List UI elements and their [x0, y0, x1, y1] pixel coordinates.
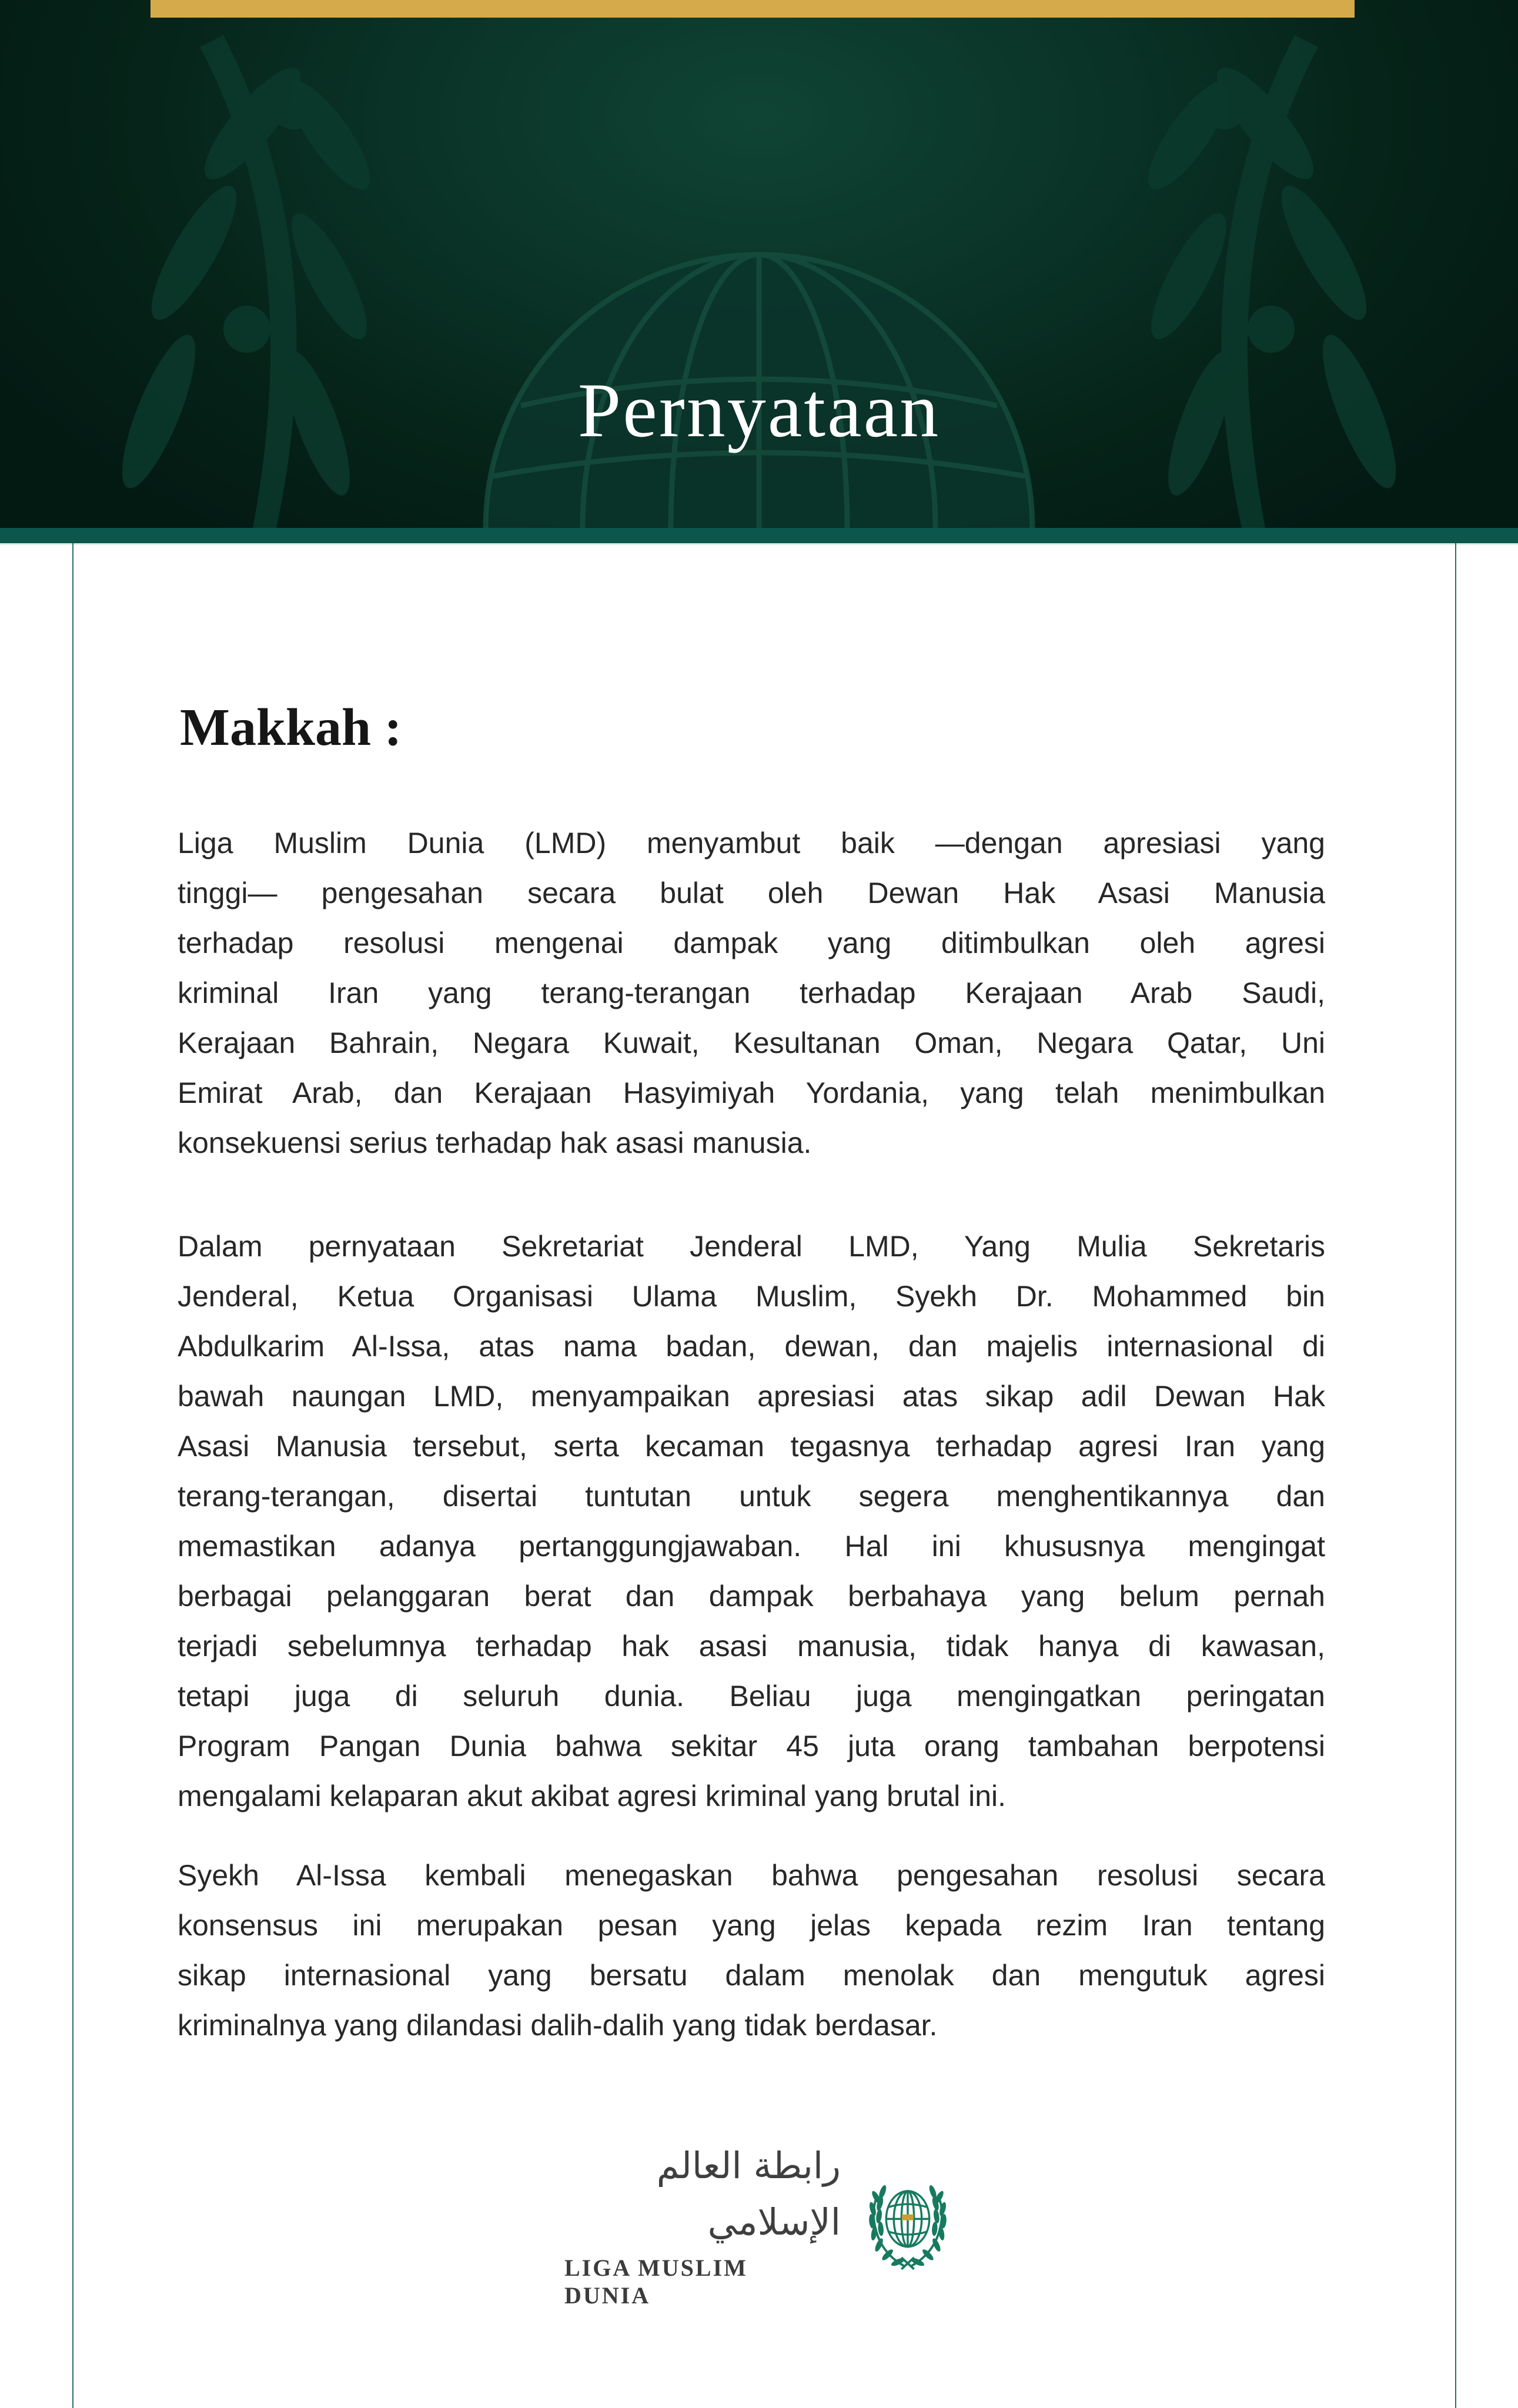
- paragraph-line: terang-terangan, disertai tuntutan untuk segera menghentikannya dan: [178, 1480, 1325, 1513]
- top-gold-bar: [151, 0, 1355, 18]
- page-banner: [0, 0, 1518, 528]
- paragraph-line: mengalami kelaparan akut akibat agresi kriminal yang brutal ini.: [178, 1780, 1007, 1812]
- globe-wreath-emblem-icon: [862, 2174, 954, 2273]
- paragraph-line: Emirat Arab, dan Kerajaan Hasyimiyah Yordania, yang telah menimbulkan: [178, 1076, 1325, 1109]
- paragraph-line: berbagai pelanggaran berat dan dampak berbahaya yang belum pernah: [178, 1580, 1325, 1613]
- paragraph-line: Syekh Al-Issa kembali menegaskan bahwa pengesahan resolusi secara: [178, 1859, 1325, 1892]
- paragraph-line: konsensus ini merupakan pesan yang jelas kepada rezim Iran tentang: [178, 1909, 1325, 1942]
- page-title: Pernyataan: [577, 367, 941, 453]
- olive-branch-left-icon: [108, 35, 383, 528]
- dateline: Makkah :: [180, 698, 402, 757]
- left-side-rule: [72, 543, 73, 2408]
- paragraph-line: kriminal Iran yang terang-terangan terhadap Kerajaan Arab Saudi,: [178, 976, 1325, 1009]
- organization-logo: [564, 2138, 954, 2309]
- paragraph-3: [178, 1851, 1325, 2051]
- paragraph-line: tetapi juga di seluruh dunia. Beliau juga mengingatkan peringatan: [178, 1680, 1325, 1713]
- paragraph-2: [178, 1222, 1325, 1821]
- paragraph-line: Liga Muslim Dunia (LMD) menyambut baik —dengan apresiasi yang: [178, 827, 1325, 859]
- paragraph-line: Asasi Manusia tersebut, serta kecaman tegasnya terhadap agresi Iran yang: [178, 1430, 1325, 1463]
- paragraph-line: Dalam pernyataan Sekretariat Jenderal LMD, Yang Mulia Sekretaris: [178, 1230, 1325, 1263]
- kaaba-gold-mark: [902, 2215, 914, 2220]
- paragraph-line: bawah naungan LMD, menyampaikan apresiasi atas sikap adil Dewan Hak: [178, 1380, 1325, 1413]
- paragraph-line: tinggi— pengesahan secara bulat oleh Dewan Hak Asasi Manusia: [178, 877, 1325, 909]
- logo-wordmark: LIGA MUSLIM DUNIA: [564, 2255, 748, 2309]
- paragraph-line: Kerajaan Bahrain, Negara Kuwait, Kesultanan Oman, Negara Qatar, Uni: [178, 1026, 1325, 1059]
- paragraph-line: Jenderal, Ketua Organisasi Ulama Muslim, Syekh Dr. Mohammed bin: [178, 1280, 1325, 1313]
- logo-arabic-calligraphy: رابطة العالم الإسلامي: [656, 2144, 841, 2243]
- logo-text-block: [564, 2138, 841, 2309]
- paragraph-1: [178, 818, 1325, 1168]
- teal-divider-band: [0, 528, 1518, 545]
- paragraph-line: terhadap resolusi mengenai dampak yang ditimbulkan oleh agresi: [178, 927, 1325, 959]
- paragraph-line: memastikan adanya pertanggungjawaban. Hal ini khususnya mengingat: [178, 1530, 1325, 1563]
- paragraph-line: konsekuensi serius terhadap hak asasi manusia.: [178, 1126, 812, 1159]
- paragraph-line: Program Pangan Dunia bahwa sekitar 45 juta orang tambahan berpotensi: [178, 1730, 1325, 1762]
- paragraph-line: terjadi sebelumnya terhadap hak asasi manusia, tidak hanya di kawasan,: [178, 1630, 1325, 1663]
- paragraph-line: kriminalnya yang dilandasi dalih-dalih yang tidak berdasar.: [178, 2009, 938, 2042]
- paragraph-line: Abdulkarim Al-Issa, atas nama badan, dewan, dan majelis internasional di: [178, 1330, 1325, 1363]
- right-side-rule: [1455, 543, 1456, 2408]
- paragraph-line: sikap internasional yang bersatu dalam menolak dan mengutuk agresi: [178, 1959, 1325, 1992]
- olive-branch-right-icon: [1135, 35, 1410, 528]
